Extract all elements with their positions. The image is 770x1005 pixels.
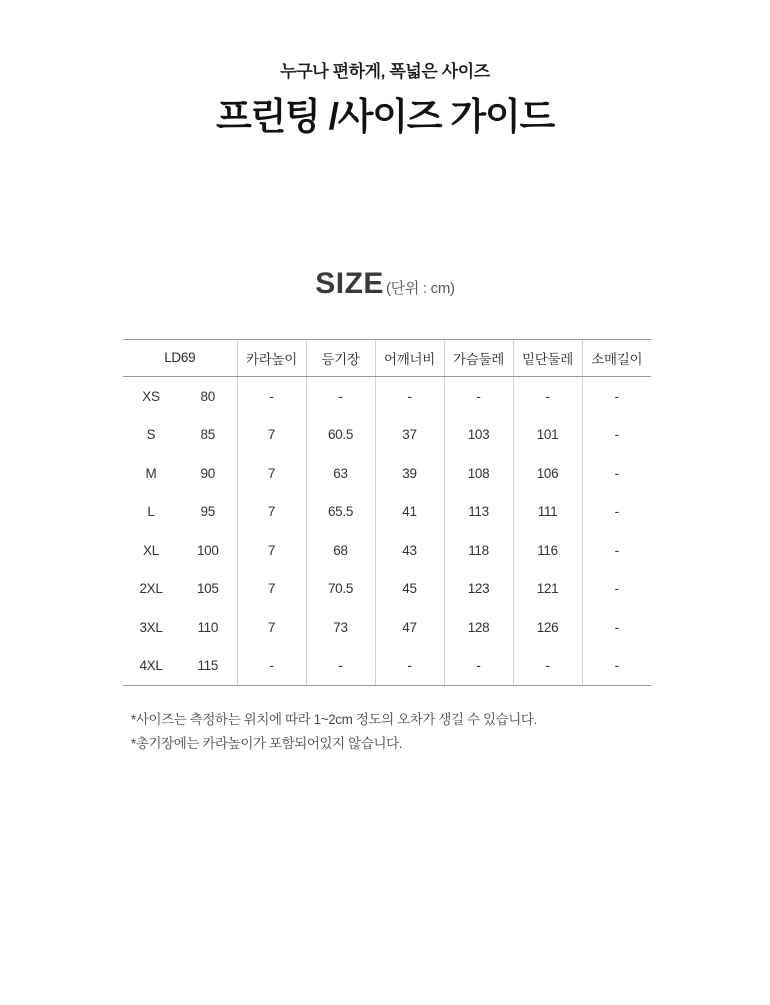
row-cell-back-length: 73 bbox=[306, 608, 375, 647]
page-header bbox=[0, 0, 770, 139]
row-cell-collar-height: - bbox=[237, 376, 306, 415]
table-row bbox=[123, 454, 651, 493]
row-cell-sleeve-length: - bbox=[582, 608, 651, 647]
size-heading-main: SIZE bbox=[315, 266, 384, 300]
table-row bbox=[123, 569, 651, 608]
row-cell-collar-height: 7 bbox=[237, 608, 306, 647]
row-cell-chest: 113 bbox=[444, 492, 513, 531]
row-cell-shoulder-width: - bbox=[375, 376, 444, 415]
row-cell-model: 100 bbox=[196, 542, 219, 558]
row-size-label: S bbox=[146, 427, 156, 443]
row-cell-shoulder-width: 45 bbox=[375, 569, 444, 608]
row-cell-hem: 126 bbox=[513, 608, 582, 647]
table-header-cell-sleeve-length: 소매길이 bbox=[582, 339, 651, 376]
table-header-cell-model: LD69 bbox=[123, 339, 237, 376]
row-cell-model: 115 bbox=[179, 646, 237, 685]
row-cell-chest: 128 bbox=[444, 608, 513, 647]
table-header-cell-collar-height: 카라높이 bbox=[237, 339, 306, 376]
row-cell-sleeve-length: - bbox=[582, 531, 651, 570]
row-cell-chest: 118 bbox=[444, 531, 513, 570]
size-table-body bbox=[123, 376, 651, 685]
note-line: *총기장에는 카라높이가 포함되어있지 않습니다. bbox=[131, 735, 403, 751]
row-cell-sleeve-length: - bbox=[582, 492, 651, 531]
row-size-label: XL bbox=[143, 542, 159, 558]
row-cell-back-length: 60.5 bbox=[306, 415, 375, 454]
row-cell-model: 95 bbox=[200, 504, 215, 520]
row-cell-back-length: 70.5 bbox=[306, 569, 375, 608]
row-cell-collar-height: 7 bbox=[237, 415, 306, 454]
row-cell-shoulder-width: 39 bbox=[375, 454, 444, 493]
row-cell-chest: - bbox=[444, 646, 513, 685]
row-cell-shoulder-width: 43 bbox=[375, 531, 444, 570]
row-size-label: XS bbox=[142, 388, 160, 404]
row-cell-chest: - bbox=[444, 376, 513, 415]
table-header-cell-hem: 밑단둘레 bbox=[513, 339, 582, 376]
table-header-cell-chest: 가슴둘레 bbox=[444, 339, 513, 376]
row-cell-sleeve-length: - bbox=[582, 569, 651, 608]
row-size-label: 4XL bbox=[123, 646, 179, 685]
row-cell-collar-height: 7 bbox=[237, 531, 306, 570]
row-size-label: 3XL bbox=[139, 619, 163, 635]
size-heading-unit: (단위 : cm) bbox=[385, 279, 455, 297]
table-header-cell-back-length: 등기장 bbox=[306, 339, 375, 376]
row-cell-collar-height: 7 bbox=[237, 454, 306, 493]
size-heading bbox=[315, 267, 454, 301]
row-cell-back-length: 65.5 bbox=[306, 492, 375, 531]
size-table-wrapper bbox=[123, 339, 647, 686]
table-row bbox=[123, 415, 651, 454]
row-cell-shoulder-width: 37 bbox=[375, 415, 444, 454]
row-cell-hem: - bbox=[513, 376, 582, 415]
row-cell-chest: 123 bbox=[444, 569, 513, 608]
row-cell-collar-height: 7 bbox=[237, 492, 306, 531]
page-title: 프린팅 /사이즈 가이드 bbox=[215, 96, 555, 138]
table-row bbox=[123, 646, 651, 685]
table-row bbox=[123, 608, 651, 647]
row-cell-shoulder-width: 47 bbox=[375, 608, 444, 647]
row-cell-hem: - bbox=[513, 646, 582, 685]
table-row bbox=[123, 492, 651, 531]
table-header-row bbox=[123, 339, 651, 376]
row-cell-model: 110 bbox=[197, 619, 219, 635]
row-cell-model: 85 bbox=[200, 427, 215, 443]
row-cell-sleeve-length: - bbox=[582, 454, 651, 493]
row-cell-back-length: - bbox=[306, 376, 375, 415]
note-line: *사이즈는 측정하는 위치에 따라 1~2cm 정도의 오차가 생길 수 있습니다. bbox=[131, 711, 537, 727]
row-cell-sleeve-length: - bbox=[582, 376, 651, 415]
row-cell-back-length: 63 bbox=[306, 454, 375, 493]
row-cell-sleeve-length: - bbox=[582, 646, 651, 685]
row-cell-model: 90 bbox=[200, 465, 215, 481]
row-cell-hem: 106 bbox=[513, 454, 582, 493]
row-cell-back-length: - bbox=[306, 646, 375, 685]
table-row bbox=[123, 531, 651, 570]
row-cell-shoulder-width: 41 bbox=[375, 492, 444, 531]
header-subtitle: 누구나 편하게, 폭넓은 사이즈 bbox=[280, 62, 490, 81]
row-cell-chest: 103 bbox=[444, 415, 513, 454]
row-cell-model: 80 bbox=[200, 388, 215, 404]
row-cell-model: 105 bbox=[196, 581, 219, 597]
row-size-label: L bbox=[147, 504, 155, 520]
size-table-header bbox=[123, 339, 651, 376]
row-cell-hem: 101 bbox=[513, 415, 582, 454]
row-cell-hem: 111 bbox=[513, 492, 582, 531]
row-cell-hem: 116 bbox=[513, 531, 582, 570]
row-cell-collar-height: - bbox=[237, 646, 306, 685]
row-cell-chest: 108 bbox=[444, 454, 513, 493]
size-table bbox=[123, 339, 651, 686]
row-size-label: 2XL bbox=[139, 581, 163, 597]
row-cell-back-length: 68 bbox=[306, 531, 375, 570]
row-size-label: M bbox=[145, 465, 157, 481]
notes-section bbox=[123, 708, 647, 755]
row-cell-hem: 121 bbox=[513, 569, 582, 608]
row-cell-shoulder-width: - bbox=[375, 646, 444, 685]
row-cell-sleeve-length: - bbox=[582, 415, 651, 454]
table-row bbox=[123, 376, 651, 415]
size-section bbox=[0, 267, 770, 301]
row-cell-collar-height: 7 bbox=[237, 569, 306, 608]
table-header-cell-shoulder-width: 어깨너비 bbox=[375, 339, 444, 376]
